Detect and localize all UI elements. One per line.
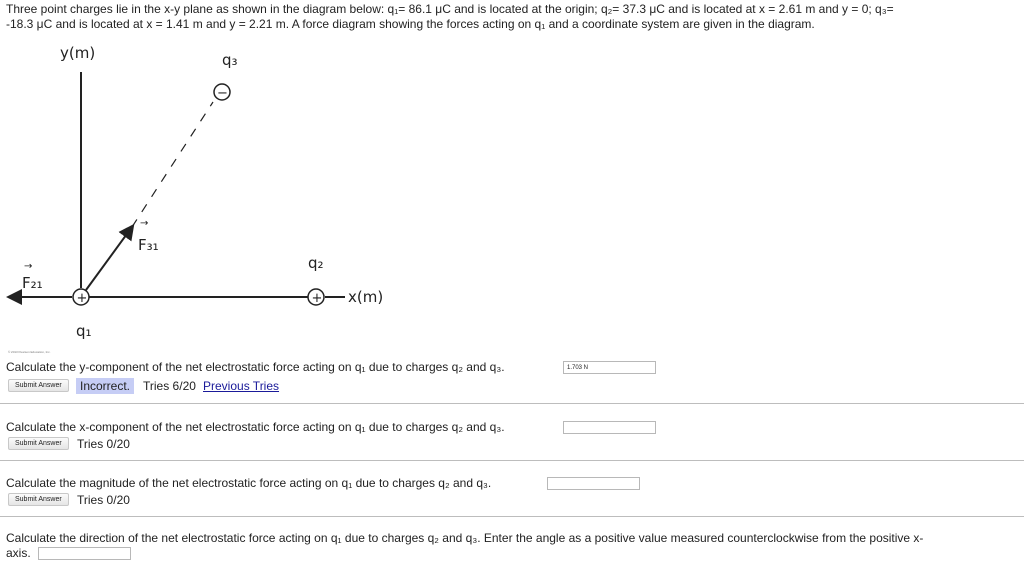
divider [0,403,1024,404]
question-1-tries: Tries 6/20 [143,379,196,393]
question-2-answer-input[interactable] [563,421,656,434]
question-4-prompt: Calculate the direction of the net electrostatic force acting on q₁ due to charges q₂ and q₃. Enter the angle as a positive value measured counterclockwise from the positive x- [6,531,924,545]
question-2-prompt: Calculate the x-component of the net electrostatic force acting on q₁ due to charges q₂ and q₃. [6,420,505,434]
divider [0,460,1024,461]
question-3-answer-input[interactable] [547,477,640,490]
f31-label: F₃₁ [138,236,159,254]
question-3-tries: Tries 0/20 [77,493,130,507]
question-1-prompt: Calculate the y-component of the net electrostatic force acting on q₁ due to charges q₂ and q₃. [6,360,505,374]
divider [0,516,1024,517]
force-diagram [0,40,420,350]
q2-sign: + [311,291,323,306]
q1-label: q₁ [76,322,92,340]
question-1-status-badge: Incorrect. [76,378,134,394]
question-1-answer-input[interactable]: 1.703 N [563,361,656,374]
question-2-tries: Tries 0/20 [77,437,130,451]
y-axis-label: y(m) [60,44,96,62]
f21-vector-arrow: → [24,261,33,272]
f31-vector-arrow: → [140,218,149,229]
x-axis-label: x(m) [348,288,384,306]
q2-label: q₂ [308,254,324,272]
question-4-answer-input[interactable] [38,547,131,560]
copyright-notice: © 2013 Pearson Education, Inc. [8,350,51,354]
f31-arrow [86,227,132,290]
question-3-prompt: Calculate the magnitude of the net electrostatic force acting on q₁ due to charges q₂ and q₃. [6,476,492,490]
question-4-prompt-continued: axis. [6,546,31,560]
problem-line-1: Three point charges lie in the x-y plane as shown in the diagram below: q₁= 86.1 μC and is located at the origin; q₂= 37.3 μC and is located at x = 2.61 m and y = 0; q₃= [6,2,894,16]
question-1-previous-tries-link[interactable]: Previous Tries [203,379,280,393]
q1-sign: + [76,291,88,306]
q3-label: q₃ [222,51,238,69]
question-3-submit-button[interactable]: Submit Answer [8,493,69,506]
problem-statement [6,2,1018,32]
problem-line-2: -18.3 μC and is located at x = 1.41 m and y = 2.21 m. A force diagram showing the forces acting on q₁ and a coordinate system are given in the diagram. [6,17,815,31]
f21-label: F₂₁ [22,274,43,292]
question-1-submit-button[interactable]: Submit Answer [8,379,69,392]
q3-sign: − [217,86,228,101]
dashed-line-q1-q3 [132,102,213,227]
question-2-submit-button[interactable]: Submit Answer [8,437,69,450]
